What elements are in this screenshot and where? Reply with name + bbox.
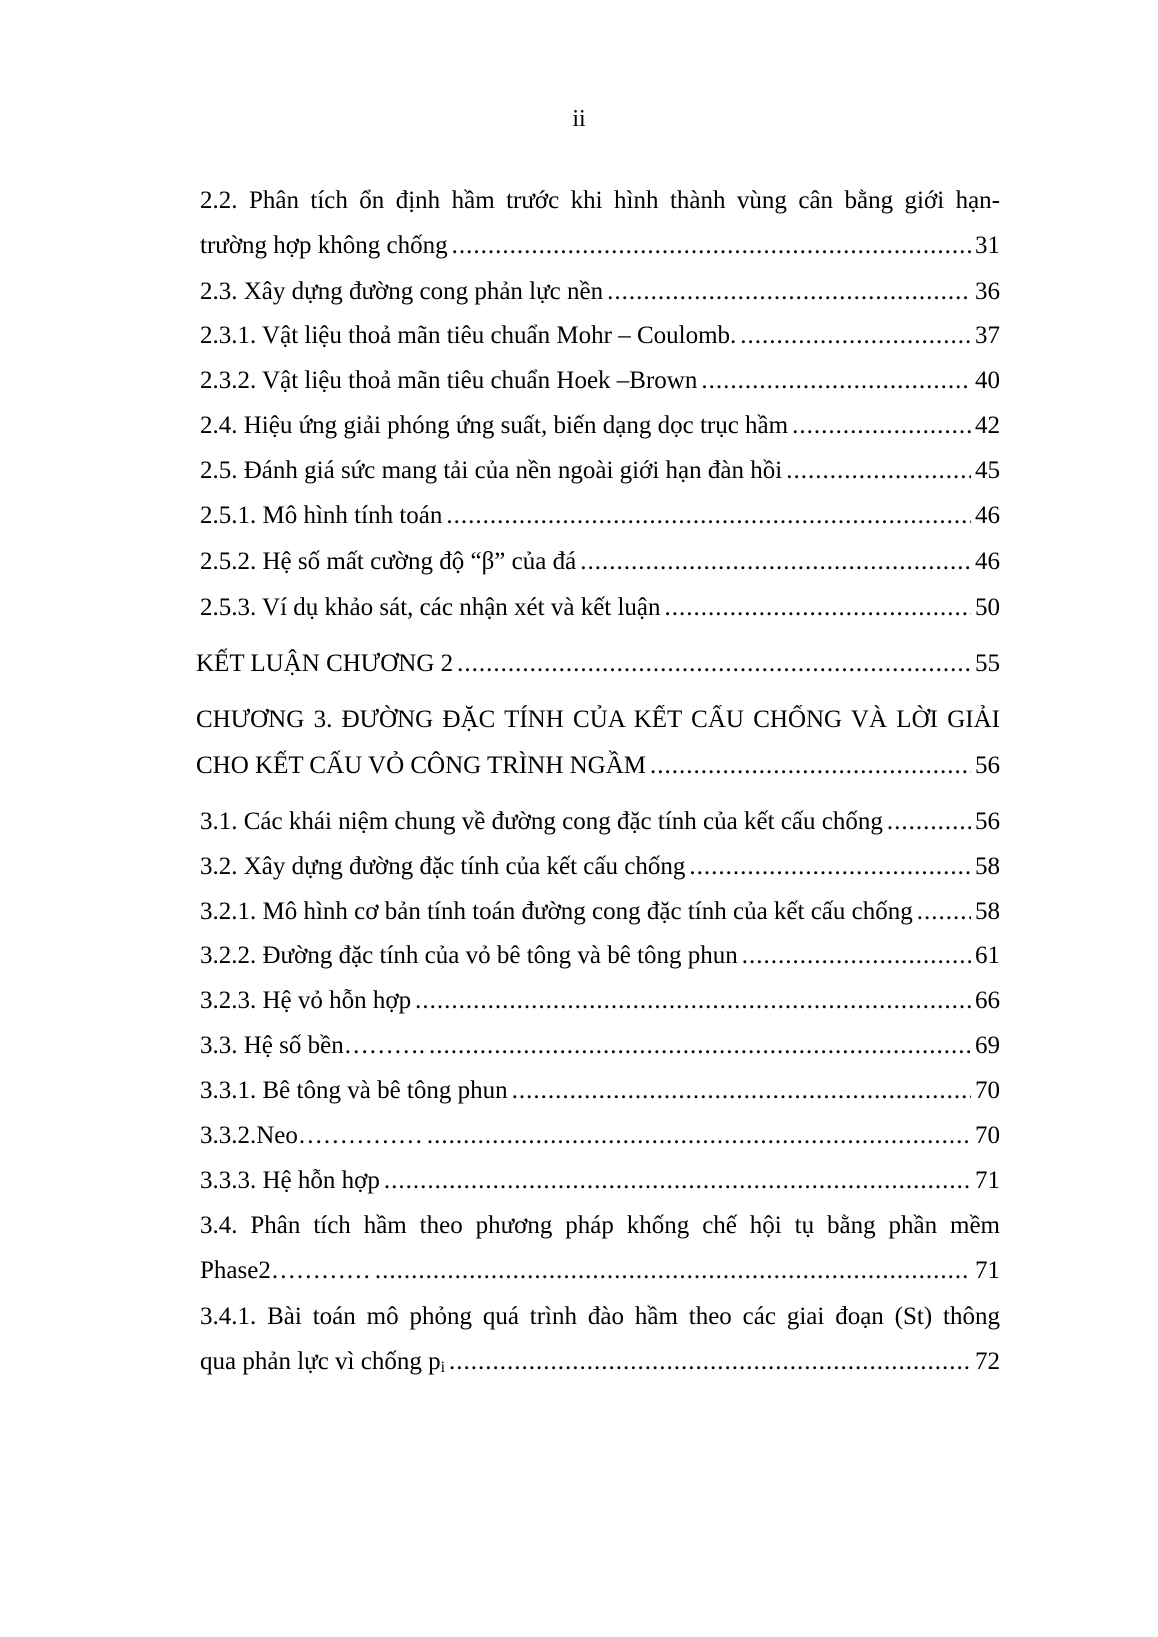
leader-dots — [792, 411, 971, 441]
leader-dots — [429, 1031, 971, 1061]
toc-entry-3-4[interactable] — [200, 1256, 1000, 1286]
toc-entry-page: 42 — [975, 412, 1000, 439]
toc-entry-page: 69 — [975, 1032, 1000, 1059]
toc-entry-page: 31 — [975, 232, 1000, 259]
toc-entry-page: 36 — [975, 278, 1000, 305]
toc-entry-title: 3.3.2.Neo…………… — [200, 1122, 423, 1149]
toc-entry-3-3-1[interactable] — [200, 1076, 1000, 1106]
toc-entry-title: trường hợp không chống — [200, 232, 448, 259]
toc-entry-title: 3.2. Xây dựng đường đặc tính của kết cấu chống — [200, 853, 686, 880]
leader-dots — [786, 456, 971, 486]
toc-entry-page: 56 — [975, 808, 1000, 835]
toc-entry-page: 58 — [975, 898, 1000, 925]
toc-entry-title-text: qua phản lực vì chống p — [200, 1348, 441, 1375]
toc-entry-3-2-1[interactable] — [200, 897, 1000, 927]
toc-entry-title: 3.3.3. Hệ hỗn hợp — [200, 1167, 380, 1194]
subscript-i: i — [440, 1359, 446, 1376]
toc-entry-title: 2.5. Đánh giá sức mang tải của nền ngoài giới hạn đàn hồi — [200, 457, 783, 484]
toc-entry-title: 2.3. Xây dựng đường cong phản lực nền — [200, 278, 604, 305]
toc-entry-page: 55 — [975, 650, 1000, 677]
toc-entry-3-4-1[interactable] — [200, 1347, 1000, 1377]
toc-entry-title — [200, 1347, 445, 1383]
page-number: ii — [572, 106, 586, 132]
toc-entry-3-1[interactable] — [200, 807, 1000, 837]
toc-entry-page: 71 — [975, 1257, 1000, 1284]
leader-dots — [427, 1121, 971, 1151]
leader-dots — [375, 1256, 971, 1286]
toc-entry-2-5-3[interactable] — [200, 593, 1000, 623]
leader-dots — [607, 277, 971, 307]
toc-entry-chuong-3-line1: CHƯƠNG 3. ĐƯỜNG ĐẶC TÍNH CỦA KẾT CẤU CHỐNG VÀ LỜI GIẢI — [196, 706, 1000, 733]
leader-dots — [512, 1076, 971, 1106]
toc-entry-title: 2.5.1. Mô hình tính toán — [200, 502, 443, 529]
leader-dots — [384, 1166, 971, 1196]
toc-entry-page: 71 — [975, 1167, 1000, 1194]
leader-dots — [689, 852, 971, 882]
toc-entry-page: 66 — [975, 987, 1000, 1014]
toc-entry-page: 45 — [975, 457, 1000, 484]
toc-entry-title: 3.2.1. Mô hình cơ bản tính toán đường cong đặc tính của kết cấu chống — [200, 898, 913, 925]
toc-entry-ket-luan-chuong-2[interactable] — [196, 649, 1000, 679]
leader-dots — [449, 1347, 971, 1377]
toc-entry-title: 3.3. Hệ số bền………. — [200, 1032, 425, 1059]
toc-entry-2-2-line1: 2.2. Phân tích ổn định hầm trước khi hình thành vùng cân bằng giới hạn- — [200, 187, 1000, 214]
toc-entry-page: 56 — [975, 752, 1000, 779]
toc-entry-page: 50 — [975, 594, 1000, 621]
leader-dots — [701, 366, 971, 396]
toc-entry-page: 46 — [975, 502, 1000, 529]
toc-entry-3-2[interactable] — [200, 852, 1000, 882]
leader-dots — [665, 593, 971, 623]
toc-entry-title: 2.4. Hiệu ứng giải phóng ứng suất, biến dạng dọc trục hầm — [200, 412, 789, 439]
toc-entry-2-5-2[interactable] — [200, 547, 1000, 577]
toc-entry-3-2-3[interactable] — [200, 986, 1000, 1016]
leader-dots — [887, 807, 971, 837]
toc-entry-title: Phase2………… — [200, 1257, 371, 1284]
toc-entry-title: 2.3.1. Vật liệu thoả mãn tiêu chuẩn Mohr – Coulomb. — [200, 322, 737, 349]
toc-entry-chuong-3[interactable] — [196, 751, 1000, 781]
leader-dots — [446, 501, 971, 531]
toc-entry-2-3-1[interactable] — [200, 321, 1000, 351]
toc-entry-2-3[interactable] — [200, 277, 1000, 307]
toc-entry-2-2[interactable] — [200, 231, 1000, 261]
toc-entry-title: 3.2.3. Hệ vỏ hỗn hợp — [200, 987, 412, 1014]
toc-entry-title: 2.5.3. Ví dụ khảo sát, các nhận xét và kết luận — [200, 594, 661, 621]
leader-dots — [457, 649, 971, 679]
toc-entry-title: KẾT LUẬN CHƯƠNG 2 — [196, 650, 454, 677]
toc-entry-3-3-2[interactable] — [200, 1121, 1000, 1151]
toc-entry-title: CHO KẾT CẤU VỎ CÔNG TRÌNH NGẦM — [196, 752, 647, 779]
leader-dots — [917, 897, 971, 927]
toc-entry-page: 46 — [975, 548, 1000, 575]
toc-entry-page: 72 — [975, 1348, 1000, 1375]
toc-entry-page: 70 — [975, 1122, 1000, 1149]
toc-entry-page: 37 — [975, 322, 1000, 349]
toc-entry-title: 2.5.2. Hệ số mất cường độ “β” của đá — [200, 548, 577, 575]
leader-dots — [650, 751, 971, 781]
toc-entry-page: 70 — [975, 1077, 1000, 1104]
toc-entry-3-4-1-line1: 3.4.1. Bài toán mô phỏng quá trình đào hầm theo các giai đoạn (St) thông — [200, 1303, 1000, 1330]
toc-entry-2-5[interactable] — [200, 456, 1000, 486]
toc-entry-2-5-1[interactable] — [200, 501, 1000, 531]
toc-entry-page: 61 — [975, 942, 1000, 969]
toc-entry-3-3[interactable] — [200, 1031, 1000, 1061]
toc-entry-2-4[interactable] — [200, 411, 1000, 441]
toc-entry-title: 2.3.2. Vật liệu thoả mãn tiêu chuẩn Hoek –Brown — [200, 367, 698, 394]
toc-entry-2-3-2[interactable] — [200, 366, 1000, 396]
toc-entry-title: 3.1. Các khái niệm chung về đường cong đặc tính của kết cấu chống — [200, 808, 883, 835]
toc-entry-3-3-3[interactable] — [200, 1166, 1000, 1196]
toc-entry-title: 3.2.2. Đường đặc tính của vỏ bê tông và bê tông phun — [200, 942, 738, 969]
toc-entry-title: 3.3.1. Bê tông và bê tông phun — [200, 1077, 508, 1104]
toc-entry-page: 58 — [975, 853, 1000, 880]
toc-entry-3-2-2[interactable] — [200, 941, 1000, 971]
toc-entry-page: 40 — [975, 367, 1000, 394]
leader-dots — [580, 547, 971, 577]
leader-dots — [415, 986, 971, 1016]
leader-dots — [740, 321, 971, 351]
leader-dots — [742, 941, 971, 971]
leader-dots — [452, 231, 971, 261]
toc-entry-3-4-line1: 3.4. Phân tích hầm theo phương pháp khống chế hội tụ bằng phần mềm — [200, 1212, 1000, 1239]
